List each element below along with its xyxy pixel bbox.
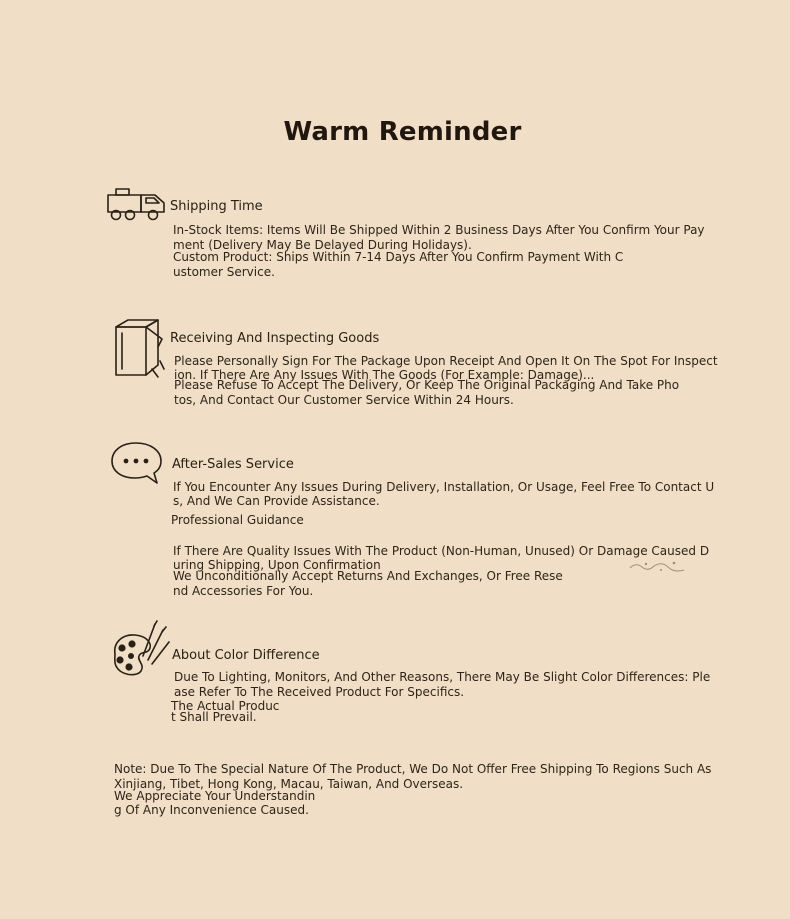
ink-splatter-decoration bbox=[628, 558, 686, 576]
note-line: Note: Due To The Special Nature Of The Product, We Do Not Offer Free Shipping To Regions Such As bbox=[114, 762, 712, 776]
shipping-line: ment (Delivery May Be Delayed During Holidays). bbox=[173, 238, 472, 252]
after-sales-line: nd Accessories For You. bbox=[173, 584, 314, 598]
truck-icon bbox=[106, 186, 168, 224]
after-sales-line: s, And We Can Provide Assistance. bbox=[173, 494, 380, 508]
shipping-line: In-Stock Items: Items Will Be Shipped Within 2 Business Days After You Confirm Your Pay bbox=[173, 223, 705, 237]
section-heading-shipping: Shipping Time bbox=[170, 199, 263, 214]
receiving-line: Please Refuse To Accept The Delivery, Or Keep The Original Packaging And Take Pho bbox=[174, 378, 680, 392]
receiving-line: ion. If There Are Any Issues With The Goods (For Example: Damage)... bbox=[174, 368, 595, 382]
after-sales-line: We Unconditionally Accept Returns And Exchanges, Or Free Rese bbox=[173, 569, 563, 583]
color-line: Due To Lighting, Monitors, And Other Reasons, There May Be Slight Color Differences: Ple bbox=[174, 670, 711, 684]
after-sales-line: If There Are Quality Issues With The Product (Non-Human, Unused) Or Damage Caused D bbox=[173, 544, 710, 558]
color-line: The Actual Produc bbox=[171, 699, 280, 713]
after-sales-line: uring Shipping, Upon Confirmation bbox=[173, 558, 381, 572]
after-sales-line: Professional Guidance bbox=[171, 513, 304, 527]
package-box-icon bbox=[110, 317, 172, 383]
speech-bubble-icon bbox=[109, 440, 165, 488]
page-title: Warm Reminder bbox=[283, 117, 522, 147]
note-line: Xinjiang, Tibet, Hong Kong, Macau, Taiwan, And Overseas. bbox=[114, 777, 464, 791]
section-heading-receiving: Receiving And Inspecting Goods bbox=[170, 331, 380, 346]
color-line: ase Refer To The Received Product For Specifics. bbox=[174, 685, 465, 699]
shipping-line: ustomer Service. bbox=[173, 265, 275, 279]
receiving-line: tos, And Contact Our Customer Service Within 24 Hours. bbox=[174, 393, 514, 407]
section-heading-color: About Color Difference bbox=[172, 648, 320, 663]
shipping-line: Custom Product: Ships Within 7-14 Days After You Confirm Payment With C bbox=[173, 250, 624, 264]
color-line: t Shall Prevail. bbox=[171, 710, 257, 724]
section-heading-after-sales: After-Sales Service bbox=[172, 457, 294, 472]
note-line: g Of Any Inconvenience Caused. bbox=[114, 803, 309, 817]
paint-palette-icon bbox=[109, 620, 173, 682]
after-sales-line: If You Encounter Any Issues During Delivery, Installation, Or Usage, Feel Free To Contact U bbox=[173, 480, 715, 494]
receiving-line: Please Personally Sign For The Package Upon Receipt And Open It On The Spot For Inspect bbox=[174, 354, 718, 368]
note-line: We Appreciate Your Understandin bbox=[114, 789, 316, 803]
